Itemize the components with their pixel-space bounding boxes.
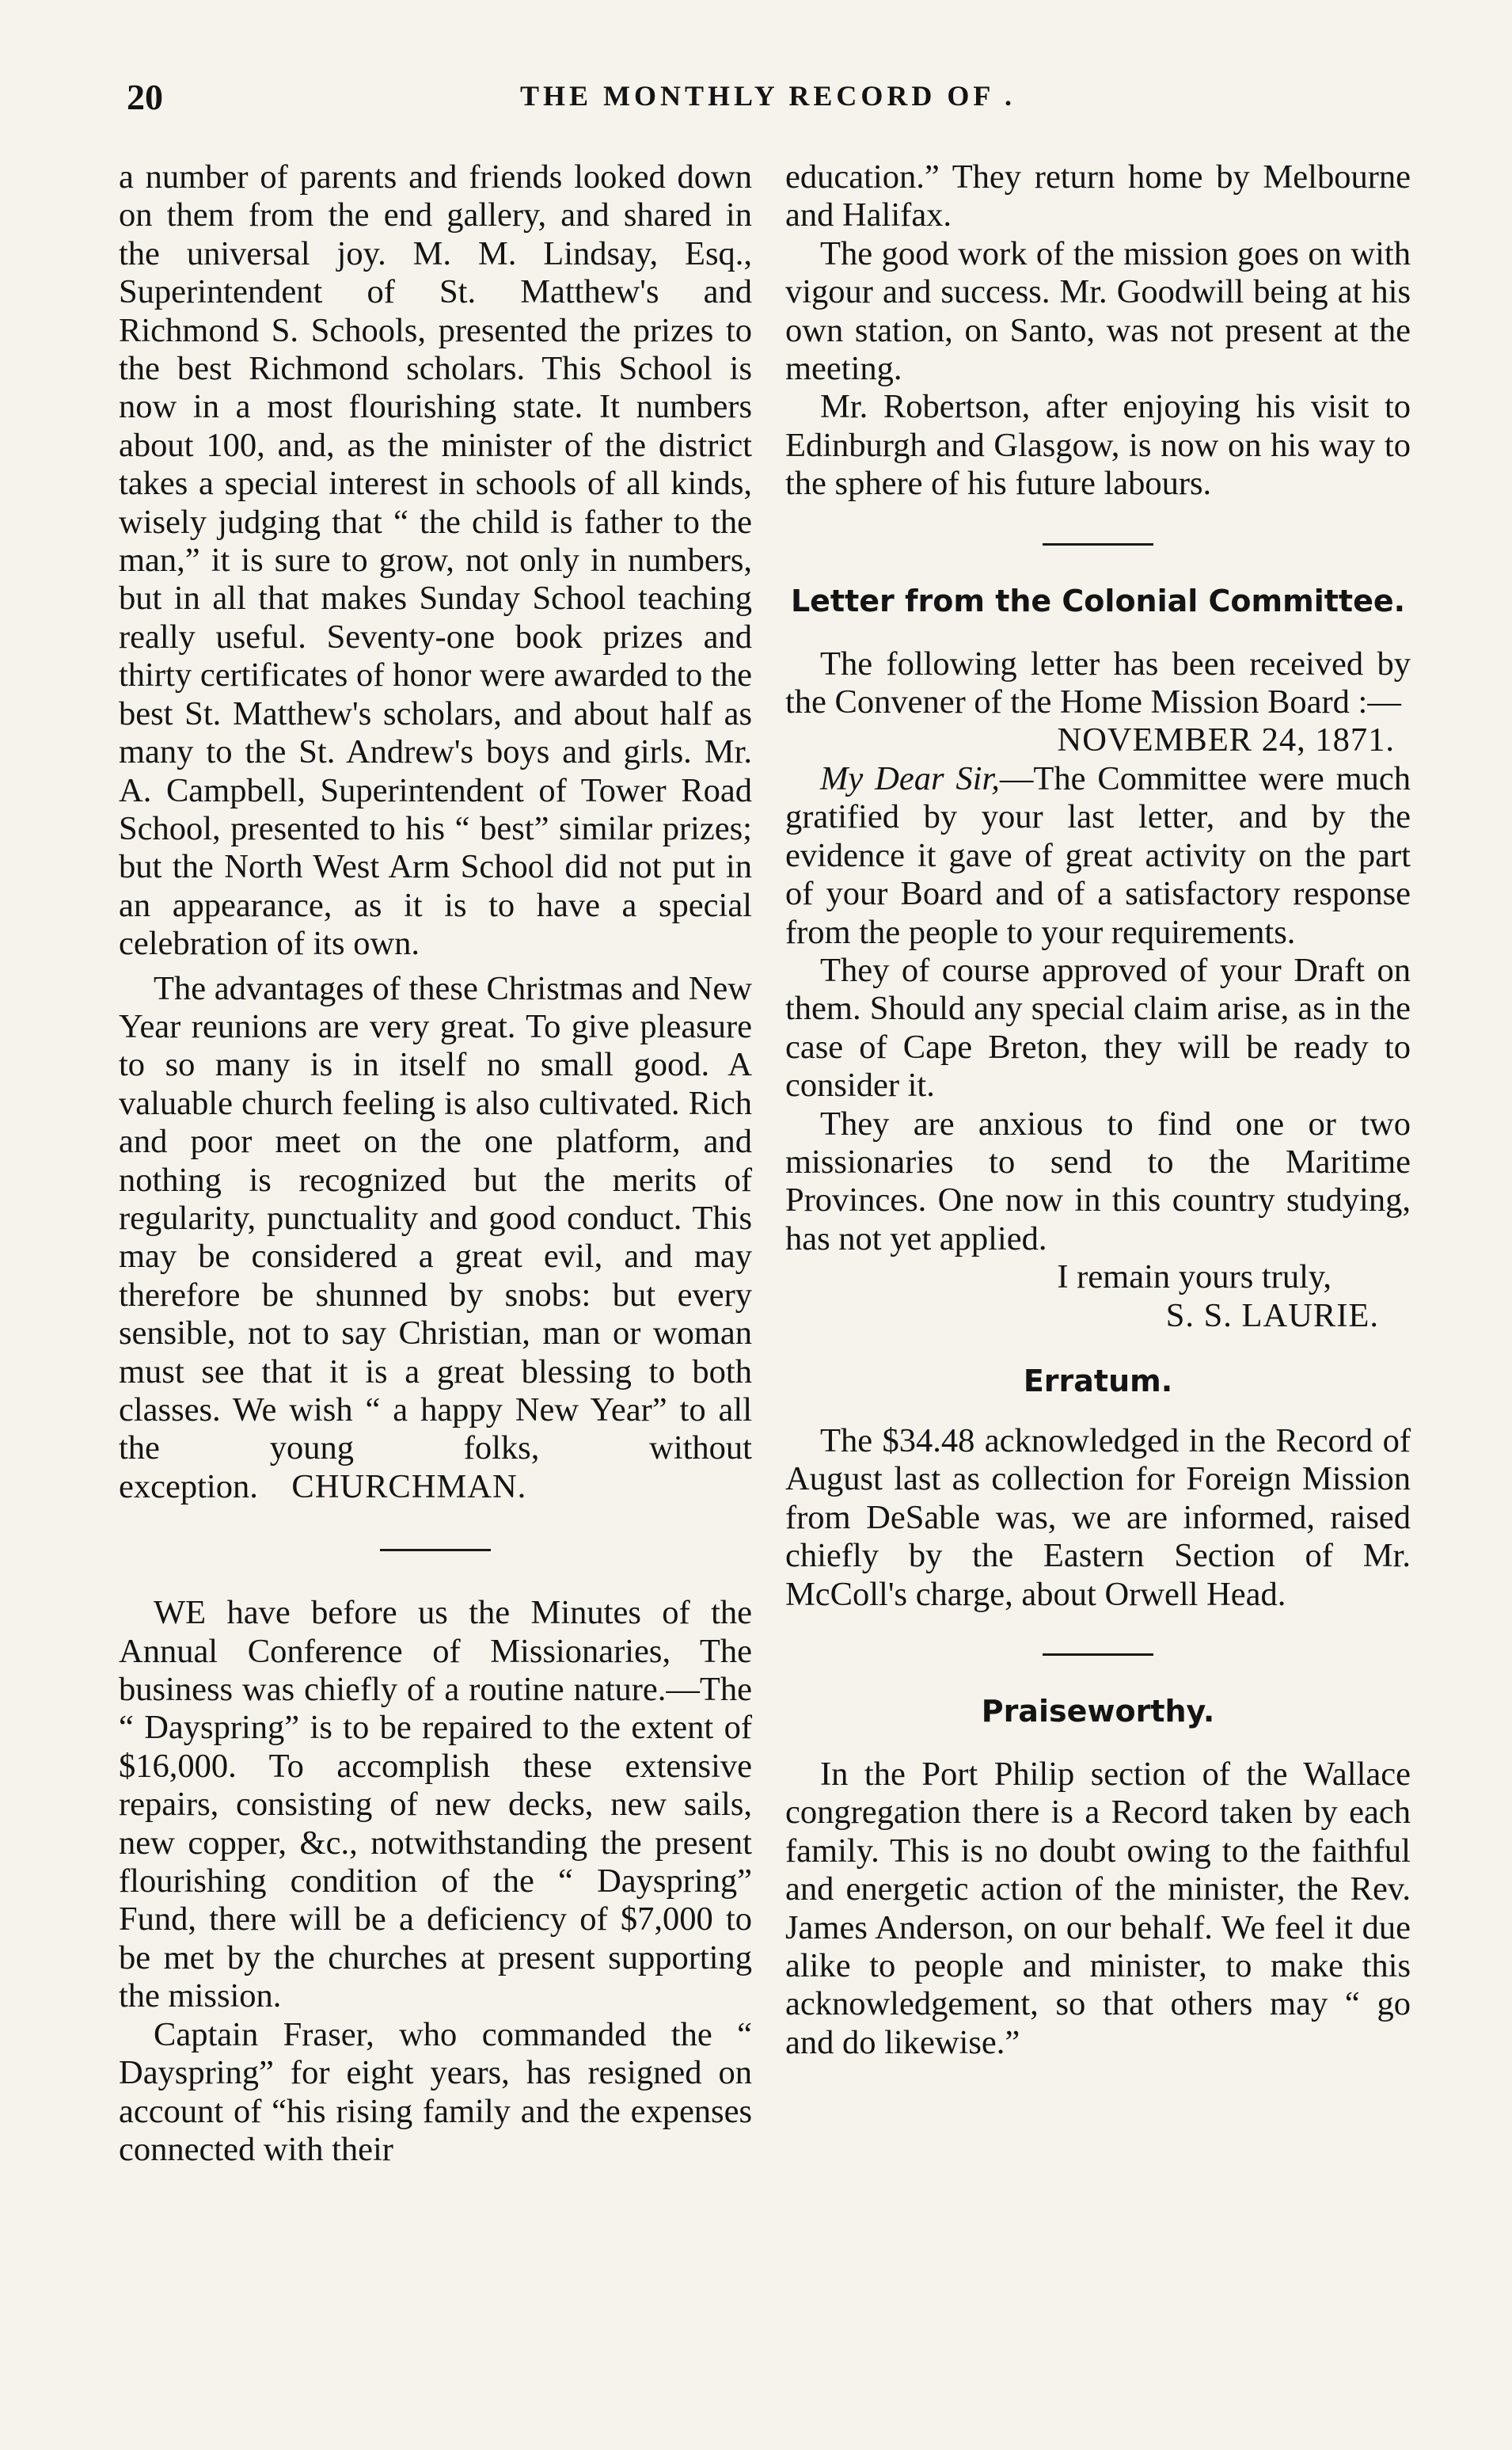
letter-signature: S. S. LAURIE. [1165, 1296, 1379, 1334]
page-header [127, 76, 1409, 131]
paragraph-education: education.” They return home by Melbourne and Halifax. [785, 158, 1411, 234]
letter-closing: I remain yours truly, [1057, 1258, 1332, 1296]
letter-paragraph-1 [785, 760, 1411, 952]
letter-paragraph-1-text: —The Committee were much gratified by your last letter, and by the evidence it gave of great activity on the part of your Board and of a satisfactory response from the people to your requirements. [785, 759, 1411, 951]
letter-salutation: My Dear Sir, [820, 759, 1000, 797]
letter-paragraph-2: They of course approved of your Draft on them. Should any special claim arise, as in the case of Cape Breton, they will be ready to consider it. [785, 951, 1411, 1105]
letter-paragraph-3: They are anxious to find one or two missionaries to send to the Maritime Provinces. One now in this country studying, has not yet applied. [785, 1105, 1411, 1257]
right-column [785, 158, 1411, 2062]
paragraph-robertson: Mr. Robertson, after enjoying his visit to Edinburgh and Glasgow, is now on his way to the sphere of his future labours. [785, 388, 1411, 503]
page-number: 20 [127, 77, 163, 117]
left-column [119, 158, 752, 2169]
paragraph-school-prizes: a number of parents and friends looked down on them from the end gallery, and shared in the universal joy. M. M. Lindsay, Esq., Superintendent of St. Matthew's and Richmond S. Schools, presented the prizes to the best Richmond scholars. This School is now in a most flourishing state. It numbers about 100, and, as the minister of the district takes a special interest in schools of all kinds, wisely judging that “ the child is father to the man,” it is sure to grow, not only in numbers, but in all that makes Sunday School teaching really useful. Seventy-one book prizes and thirty certificates of honor were awarded to the best St. Matthew's scholars, and about half as many to the St. Andrew's boys and girls. Mr. A. Campbell, Superintendent of Tower Road School, presented to his “ best” similar prizes; but the North West Arm School did not put in an appearance, as it is to have a special celebration of its own. [119, 158, 752, 963]
running-head: THE MONTHLY RECORD OF . [519, 80, 1016, 112]
paragraph-reunions-text: The advantages of these Christmas and New Year reunions are very great. To give pleasure to so many is in itself no small good. A valuable church feeling is also cultivated. Rich and poor meet on the one platform, and nothing is recognized but the merits of regularity, punctuality and good conduct. This may be considered a great evil, and may therefore be shunned by snobs: but every sensible, not to say Christian, man or woman must see that it is a great blessing to both classes. We wish “ a happy New Year” to all the young folks, without exception. [119, 969, 752, 1505]
heading-erratum: Erratum. [1023, 1363, 1173, 1398]
paragraph-mission-work: The good work of the mission goes on with vigour and success. Mr. Goodwill being at his own station, on Santo, was not present at the meeting. [785, 234, 1411, 388]
erratum-text: The $34.48 acknowledged in the Record of August last as collection for Foreign Mission from DeSable was, we are informed, raised chiefly by the Eastern Section of Mr. McColl's charge, about Orwell Head. [785, 1421, 1411, 1613]
churchman-signature: CHURCHMAN. [291, 1467, 527, 1505]
paragraph-minutes: WE have before us the Minutes of the Annual Conference of Missionaries, The business was chiefly of a routine nature.—The “ Dayspring” is to be repaired to the extent of $16,000. To accomplish these extensive repairs, consisting of new decks, new sails, new copper, &c., notwithstanding the present flourishing condition of the “ Dayspring” Fund, there will be a deficiency of $7,000 to be met by the churches at present supporting the mission. [119, 1594, 752, 2015]
letter-intro: The following letter has been received by the Convener of the Home Mission Board :— [785, 645, 1411, 721]
heading-letter-colonial-committee: Letter from the Colonial Committee. [790, 583, 1406, 618]
paragraph-captain-fraser: Captain Fraser, who commanded the “ Dayspring” for eight years, has resigned on account of “his rising family and the expenses connected with their [119, 2015, 752, 2168]
letter-date: NOVEMBER 24, 1871. [1057, 721, 1395, 759]
paragraph-reunions [119, 970, 752, 1507]
heading-praiseworthy: Praiseworthy. [981, 1694, 1215, 1729]
praiseworthy-text: In the Port Philip section of the Wallace congregation there is a Record taken by each family. This is no doubt owing to the faithful and energetic action of the minister, the Rev. James Anderson, on our behalf. We feel it due alike to people and minister, to make this acknowledgement, so that others may “ go and do likewise.” [785, 1756, 1411, 2061]
